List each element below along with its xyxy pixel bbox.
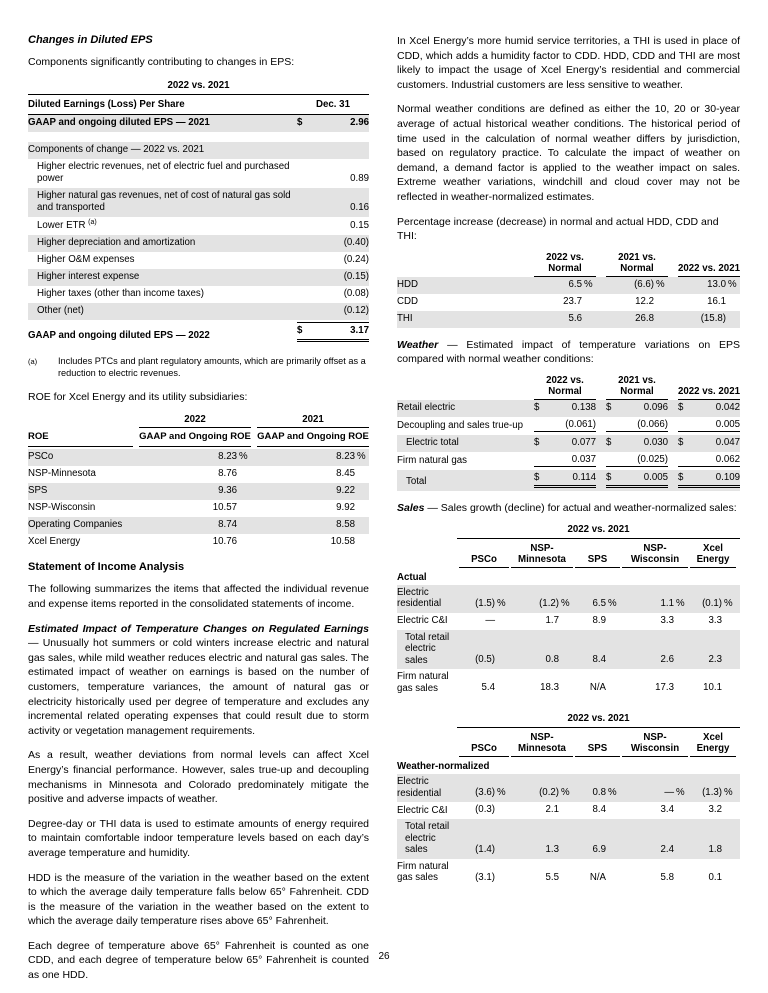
column-header-label: ROE bbox=[28, 431, 133, 447]
table-cell: (0.12) bbox=[343, 304, 369, 316]
table-cell: (0.15) bbox=[343, 270, 369, 282]
column-header: NSP-Minnesota bbox=[511, 543, 573, 568]
column-header: 2021 vs. Normal bbox=[606, 375, 668, 400]
currency-symbol: $ bbox=[678, 471, 684, 483]
paragraph-weather: Weather — Estimated impact of temperature variations on EPS compared with normal weather conditions: bbox=[397, 338, 740, 366]
table-row: Firm natural gas 0.037 (0.025) 0.062 bbox=[397, 453, 740, 466]
weather-eps-table bbox=[397, 375, 740, 491]
table-period-header-row bbox=[397, 713, 740, 728]
column-header: 2022 vs. 2021 bbox=[678, 263, 740, 277]
column-header: NSP-Minnesota bbox=[511, 732, 573, 757]
table-year-header-row bbox=[28, 414, 369, 428]
paragraph-degree-intro: Percentage increase (decrease) in normal and actual HDD, CDD and THI: bbox=[397, 215, 719, 243]
paragraph-sales: Sales — Sales growth (decline) for actual and weather-normalized sales: bbox=[397, 501, 737, 514]
column-header: PSCo bbox=[459, 743, 509, 757]
table-row: Higher depreciation and amortization (0.40) bbox=[28, 235, 369, 252]
table-row: NSP-Wisconsin 10.57 9.92 bbox=[28, 502, 355, 514]
table-cell: 0.16 bbox=[350, 201, 369, 213]
table-row: Electric residential (1.5) % (1.2) % 6.5 % 1.1 % (0.1) % bbox=[397, 585, 740, 613]
table-header-row bbox=[28, 95, 369, 115]
paragraph: Each degree of temperature above 65° Fahrenheit is counted as one CDD, and each degree of temperature below 65° Fahrenheit is counted as one HDD. bbox=[28, 939, 369, 982]
column-header: GAAP and Ongoing ROE bbox=[139, 431, 251, 447]
column-header: 2022 vs. Normal bbox=[534, 375, 596, 400]
table-row: Higher electric revenues, net of electric fuel and purchased power 0.89 bbox=[37, 160, 369, 184]
footnote bbox=[28, 355, 369, 380]
table-total-row: GAAP and ongoing diluted EPS — 2022 $ 3.17 bbox=[28, 320, 369, 345]
column-header: GAAP and Ongoing ROE bbox=[257, 431, 369, 447]
column-header: SPS bbox=[575, 743, 620, 757]
table-row: Total retail electric sales (1.4) 1.3 6.9 2.4 1.8 bbox=[397, 819, 740, 859]
table-row: PSCo 8.23 % 8.23 % bbox=[28, 449, 369, 466]
year-header: 2022 bbox=[139, 414, 251, 428]
year-header: 2021 bbox=[257, 414, 369, 428]
paragraph: The following summarizes the items that affected the individual revenue and expense items reported in the consolidated statements of income. bbox=[28, 583, 369, 611]
sales-weather-normalized-table bbox=[397, 713, 740, 887]
currency-symbol: $ bbox=[534, 401, 540, 413]
column-header-label: Diluted Earnings (Loss) Per Share bbox=[28, 98, 185, 110]
table-row: Other (net) (0.12) bbox=[28, 303, 369, 320]
footnote-text: Includes PTCs and plant regulatory amounts, which are primarily offset as a reduction to electric revenues. bbox=[58, 355, 366, 379]
table-header-row bbox=[397, 375, 740, 400]
table-period-header: 2022 vs. 2021 bbox=[457, 524, 740, 539]
currency-symbol: $ bbox=[297, 116, 303, 128]
left-column bbox=[28, 34, 369, 993]
table-cell: 0.89 bbox=[350, 172, 369, 184]
column-header: SPS bbox=[575, 554, 620, 568]
table-period-header-row bbox=[397, 524, 740, 539]
currency-symbol: $ bbox=[678, 401, 684, 413]
table-cell: 2.96 bbox=[350, 116, 369, 128]
currency-symbol: $ bbox=[534, 436, 540, 448]
table-row: SPS 9.36 9.22 bbox=[28, 483, 369, 500]
table-cell: (0.24) bbox=[343, 253, 369, 265]
table-row: NSP-Minnesota 8.76 8.45 bbox=[28, 468, 355, 480]
table-header-row bbox=[397, 252, 740, 277]
eps-changes-table bbox=[28, 80, 369, 345]
table-header-row bbox=[397, 728, 740, 757]
table-section-row: Weather-normalized bbox=[397, 761, 490, 772]
currency-symbol: $ bbox=[606, 471, 612, 483]
table-cell: 3.17 bbox=[350, 324, 369, 336]
paragraph-roe-intro: ROE for Xcel Energy and its utility subsidiaries: bbox=[28, 390, 248, 403]
footnote-marker: (a) bbox=[28, 356, 38, 366]
table-period-header: 2022 vs. 2021 bbox=[457, 713, 740, 728]
column-header: PSCo bbox=[459, 554, 509, 568]
table-row: Xcel Energy 10.76 10.58 bbox=[28, 536, 355, 548]
table-row: Total retail electric sales (0.5) 0.8 8.4 2.6 2.3 bbox=[397, 630, 740, 670]
currency-symbol: $ bbox=[678, 436, 684, 448]
table-row: Higher natural gas revenues, net of cost of natural gas sold and transported 0.16 bbox=[28, 188, 369, 217]
column-header: 2022 vs. 2021 bbox=[678, 386, 740, 400]
paragraph: HDD is the measure of the variation in the weather based on the extent to which the average daily temperature falls below 65° Fahrenheit. CDD is the measure of the variation in the weather based on the extent to which the average daily temperature rises above 65° Fahrenheit. bbox=[28, 871, 369, 928]
table-row: Electric C&I (0.3) 2.1 8.4 3.4 3.2 bbox=[397, 804, 722, 816]
paragraph-lead: Sales bbox=[397, 501, 425, 514]
table-subtotal-row: Electric total $ 0.077 $ 0.030 $ 0.047 bbox=[397, 435, 740, 452]
table-row: CDD 23.7 12.2 16.1 bbox=[397, 295, 726, 307]
column-header-value: Dec. 31 bbox=[316, 98, 350, 110]
roe-table bbox=[28, 414, 369, 551]
right-column bbox=[397, 34, 740, 993]
paragraph: In Xcel Energy’s more humid service territories, a THI is used in place of CDD, which adds a humidity factor to CDD. HDD, CDD and THI are most likely to impact the usage of Xcel Energy’s residential and commercial customers. Industrial customers are less sensitive to weather. bbox=[397, 35, 740, 91]
table-header-row bbox=[28, 428, 369, 449]
table-row: Electric residential (3.6) % (0.2) % 0.8 % — % (1.3) % bbox=[397, 774, 740, 802]
paragraph: Estimated Impact of Temperature Changes on Regulated Earnings — Unusually hot summers or cold winters increase electric and natural gas sales, while mild weather reduces electric and natural gas sales. The estimated impact of weather on earnings is based on the number of customers, temperature variances, the amount of natural gas or electricity historically used per degree of temperature and excludes any incremental related operating expenses that could result due to storm activity or vegetation management requirements. bbox=[28, 622, 369, 737]
table-row: Electric C&I — 1.7 8.9 3.3 3.3 bbox=[397, 614, 722, 626]
column-header: Xcel Energy bbox=[690, 543, 736, 568]
table-row: HDD 6.5 % (6.6) % 13.0 % bbox=[397, 277, 740, 294]
two-column-layout bbox=[28, 34, 740, 993]
currency-symbol: $ bbox=[606, 436, 612, 448]
table-row: Decoupling and sales true-up (0.061) (0.066) 0.005 bbox=[397, 418, 740, 431]
table-row: THI 5.6 26.8 (15.8) bbox=[397, 311, 740, 328]
section-heading-statement-of-income-analysis: Statement of Income Analysis bbox=[28, 561, 185, 574]
paragraph: Normal weather conditions are defined as either the 10, 20 or 30-year average of actual historical weather conditions. The historical period of time used in the calculation of normal weather differs by jurisdiction, based on regulatory practice. To calculate the impact of weather on demand, a demand factor is applied to the weather impact on sales. Extreme weather variations, windchill and cloud cover may not be reflected in weather-normalized estimates. bbox=[397, 103, 740, 203]
table-total-row: Total $ 0.114 $ 0.005 $ 0.109 bbox=[397, 470, 740, 491]
table-spacer bbox=[28, 132, 369, 142]
column-header: NSP-Wisconsin bbox=[622, 543, 688, 568]
column-header: 2021 vs. Normal bbox=[606, 252, 668, 277]
paragraph-lead: Estimated Impact of Temperature Changes on Regulated Earnings bbox=[28, 622, 369, 635]
table-row: Firm natural gas sales 5.4 18.3 N/A 17.3 10.1 bbox=[397, 671, 722, 694]
table-header-row bbox=[397, 539, 740, 568]
paragraph: Degree-day or THI data is used to estimate amounts of energy required to maintain comfortable indoor temperature levels based on each day’s average temperature and humidity. bbox=[28, 817, 369, 859]
sales-actual-table bbox=[397, 524, 740, 698]
paragraph-eps-intro: Components significantly contributing to changes in EPS: bbox=[28, 56, 295, 68]
table-row: Retail electric $ 0.138 $ 0.096 $ 0.042 bbox=[397, 400, 740, 417]
table-section-row: Actual bbox=[397, 571, 427, 583]
table-cell: (0.08) bbox=[343, 287, 369, 299]
section-heading-changes-in-diluted-eps: Changes in Diluted EPS bbox=[28, 34, 153, 46]
table-row: Firm natural gas sales (3.1) 5.5 N/A 5.8 0.1 bbox=[397, 860, 722, 883]
column-header: 2022 vs. Normal bbox=[534, 252, 596, 277]
table-row: Higher interest expense (0.15) bbox=[28, 269, 369, 286]
paragraph: As a result, weather deviations from normal levels can affect Xcel Energy’s financial performance. However, sales true-up and decoupling mechanisms in Minnesota and Colorado predominately mitigate the positive and adverse impacts of weather. bbox=[28, 749, 369, 806]
currency-symbol: $ bbox=[534, 471, 540, 483]
table-cell: 0.15 bbox=[350, 219, 369, 231]
currency-symbol: $ bbox=[606, 401, 612, 413]
table-row: Higher taxes (other than income taxes) (0.08) bbox=[37, 287, 369, 299]
table-cell: (0.40) bbox=[343, 236, 369, 248]
table-section-row: Components of change — 2022 vs. 2021 bbox=[28, 142, 369, 159]
column-header: Xcel Energy bbox=[690, 732, 736, 757]
table-row: GAAP and ongoing diluted EPS — 2021 $ 2.96 bbox=[28, 115, 369, 132]
page-number: 26 bbox=[378, 951, 390, 962]
table-period-header: 2022 vs. 2021 bbox=[28, 80, 369, 95]
currency-symbol: $ bbox=[297, 324, 303, 336]
paragraph-lead: Weather bbox=[397, 338, 439, 351]
table-row: Higher O&M expenses (0.24) bbox=[37, 253, 369, 265]
table-row: Lower ETR $^{(a)}$ 0.15 bbox=[37, 218, 369, 231]
footnote-reference: (a) bbox=[88, 218, 97, 226]
degree-day-table bbox=[397, 252, 740, 328]
table-row: Operating Companies 8.74 8.58 bbox=[28, 517, 369, 534]
column-header: NSP-Wisconsin bbox=[622, 732, 688, 757]
